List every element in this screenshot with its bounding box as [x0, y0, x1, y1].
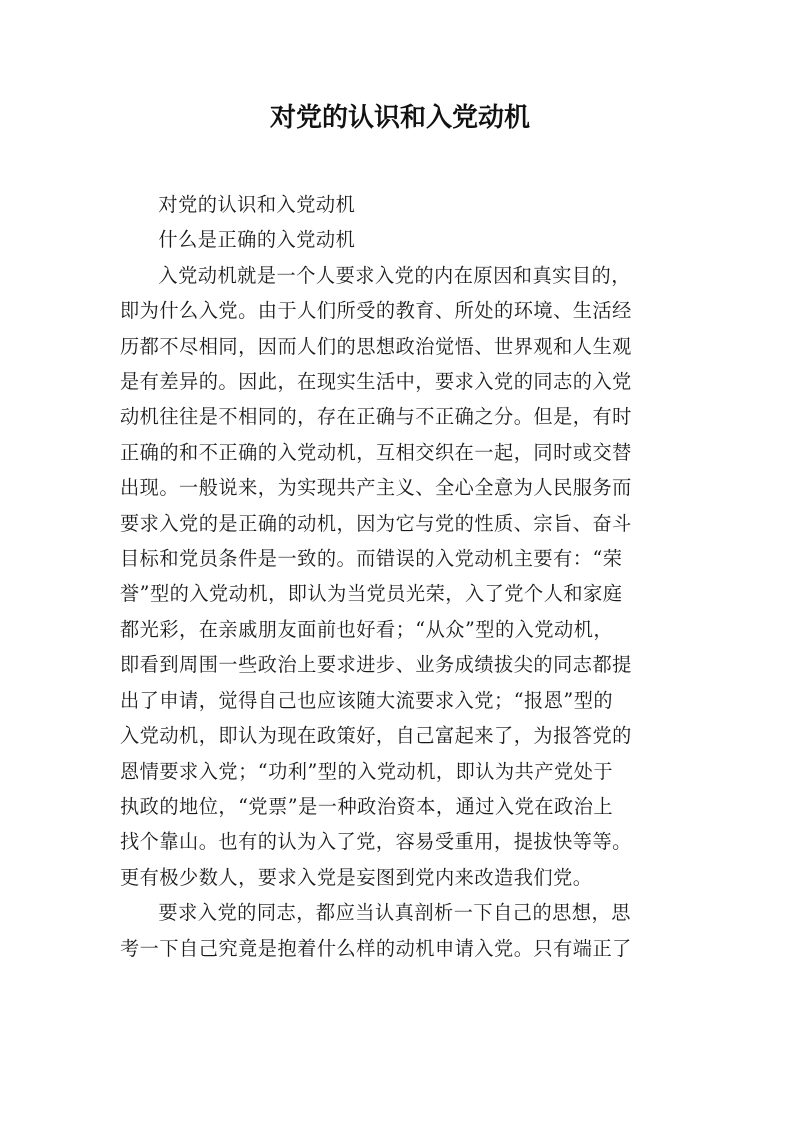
paragraph — [120, 895, 686, 966]
text-line: 考一下自己究竟是抱着什么样的动机申请入党。只有端正了 — [120, 936, 632, 960]
text-line: 要求入党的是正确的动机，因为它与党的性质、宗旨、奋斗 — [120, 511, 632, 535]
text-line: 出了申请，觉得自己也应该随大流要求入党；“报恩”型的 — [120, 688, 614, 712]
text-line: 对党的认识和入党动机 — [158, 193, 356, 216]
text-line: 执政的地位，“党票”是一种政治资本，通过入党在政治上 — [120, 794, 614, 818]
paragraph — [120, 222, 686, 257]
text-line: 出现。一般说来，为实现共产主义、全心全意为人民服务而 — [120, 476, 632, 500]
text-line: 目标和党员条件是一致的。而错误的入党动机主要有：“荣 — [120, 547, 623, 571]
text-line: 更有极少数人，要求入党是妄图到党内来改造我们党。 — [120, 865, 593, 889]
text-line: 入党动机，即认为现在政策好，自己富起来了，为报答党的 — [120, 724, 632, 748]
text-line: 都光彩，在亲戚朋友面前也好看；“从众”型的入党动机， — [120, 617, 614, 641]
paragraph — [120, 187, 686, 222]
text-line: 什么是正确的入党动机 — [158, 228, 356, 252]
text-line: 恩情要求入党；“功利”型的入党动机，即认为共产党处于 — [120, 759, 614, 783]
text-line: 即看到周围一些政治上要求进步、业务成绩拔尖的同志都提 — [120, 653, 632, 677]
text-line: 正确的和不正确的入党动机，互相交织在一起，同时或交替 — [120, 440, 632, 464]
text-line: 即为什么入党。由于人们所受的教育、所处的环境、生活经 — [120, 299, 632, 323]
text-line: 誉”型的入党动机，即认为当党员光荣，入了党个人和家庭 — [120, 582, 623, 606]
text-line: 找个靠山。也有的认为入了党，容易受重用，提拔快等等。 — [120, 830, 632, 854]
text-line: 要求入党的同志，都应当认真剖析一下自己的思想，思 — [158, 901, 631, 925]
paragraph — [120, 258, 686, 895]
text-line: 入党动机就是一个人要求入党的内在原因和真实目的， — [158, 263, 631, 287]
document-title: 对党的认识和入党动机 — [269, 103, 530, 133]
text-line: 动机往往是不相同的，存在正确与不正确之分。但是，有时 — [120, 405, 632, 429]
document-body — [120, 187, 686, 966]
text-line: 历都不尽相同，因而人们的思想政治觉悟、世界观和人生观 — [120, 334, 632, 358]
text-line: 是有差异的。因此，在现实生活中，要求入党的同志的入党 — [120, 370, 632, 394]
